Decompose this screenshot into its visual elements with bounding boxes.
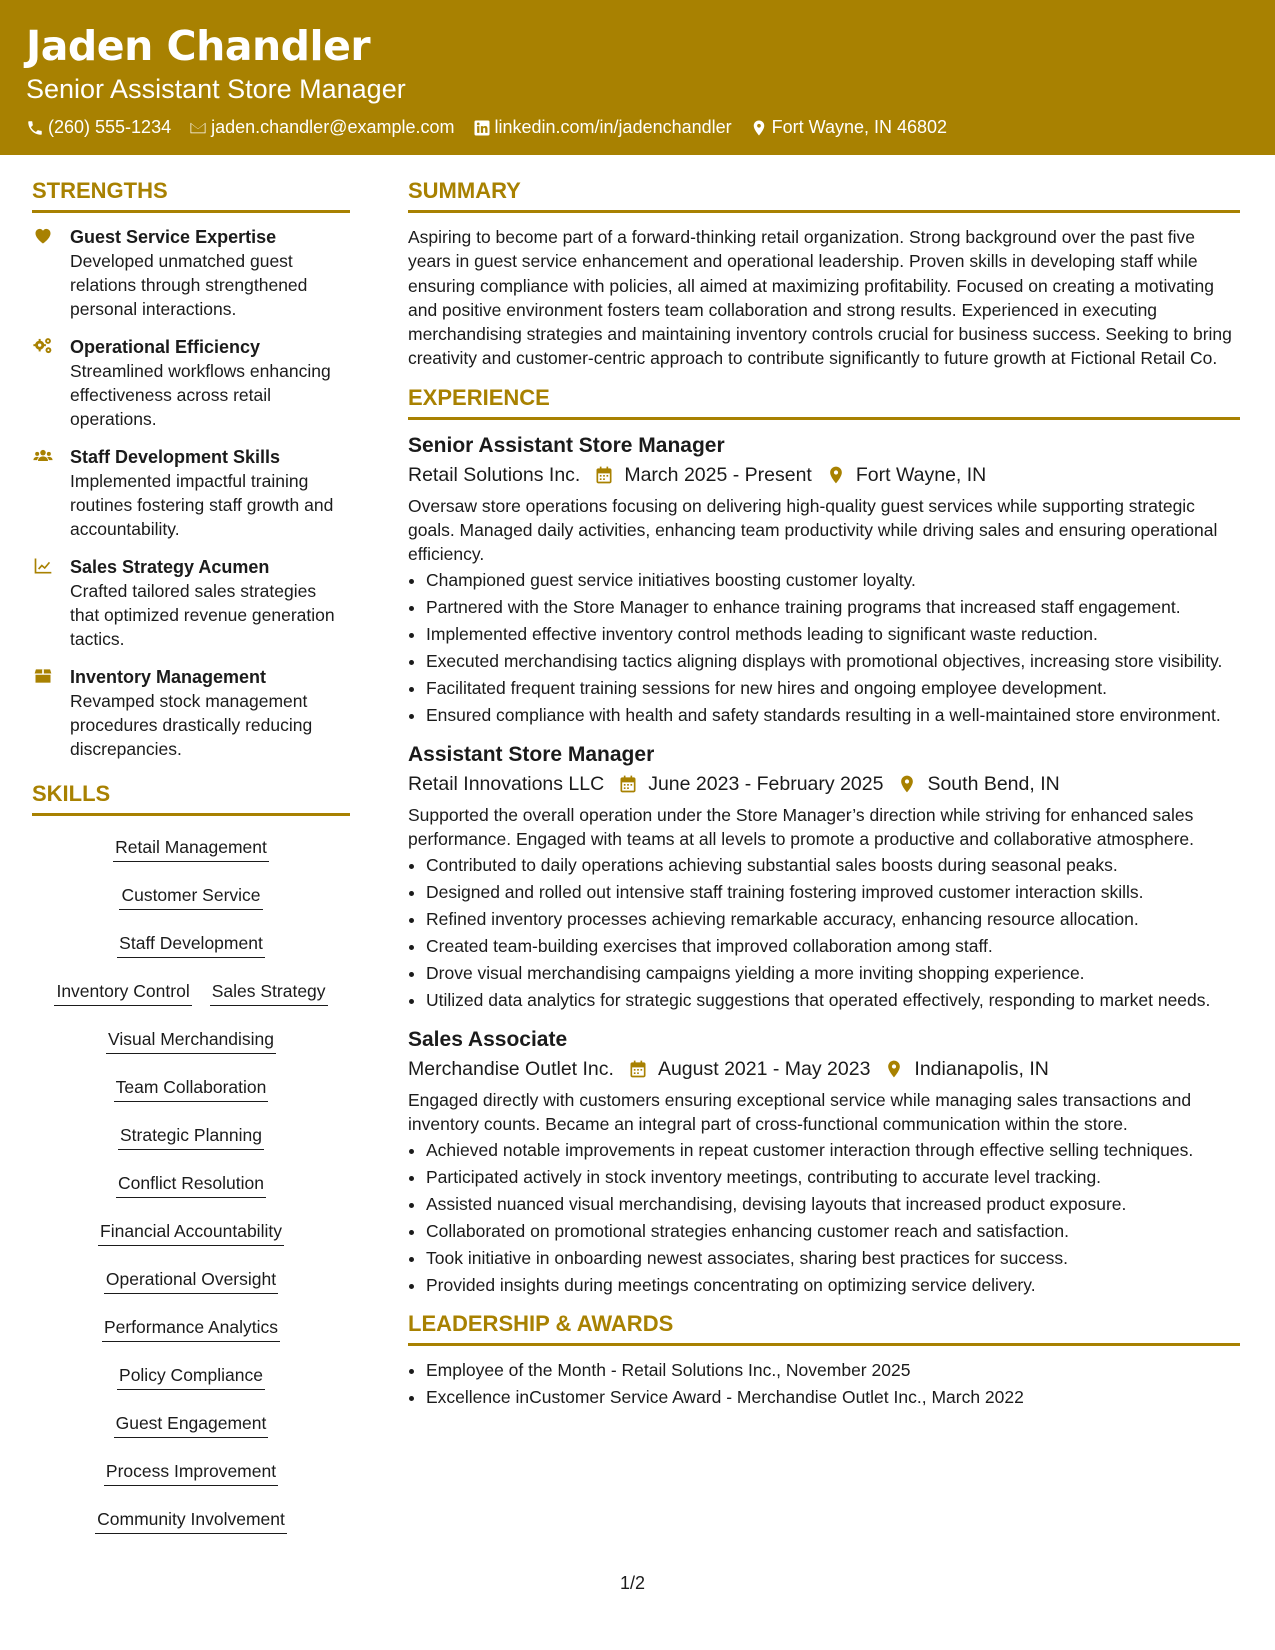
job-company: Retail Innovations LLC <box>408 772 605 795</box>
job-company: Retail Solutions Inc. <box>408 463 581 486</box>
strength-desc: Developed unmatched guest relations through strengthened personal interactions. <box>70 251 308 319</box>
skill-tag: Operational Oversight <box>104 1268 278 1294</box>
job-bullets <box>408 853 1240 1012</box>
skill-tag: Performance Analytics <box>102 1316 280 1342</box>
contact-bar <box>26 117 965 138</box>
strength-item <box>32 665 350 761</box>
job-bullets <box>408 568 1240 727</box>
strength-title: Staff Development Skills <box>70 447 281 467</box>
calendar-icon <box>594 465 614 485</box>
bullet-item: • Championed guest service initiatives boosting customer loyalty. <box>426 568 1240 592</box>
bullet-item: • Utilized data analytics for strategic suggestions that operated effectively, responding to market needs. <box>426 988 1240 1012</box>
job-dates: June 2023 - February 2025 <box>648 772 884 795</box>
gears-icon <box>32 336 54 356</box>
experience-heading: EXPERIENCE <box>408 385 1240 420</box>
bullet-item: • Partnered with the Store Manager to enhance training programs that increased staff engagement. <box>426 595 1240 619</box>
strength-desc: Crafted tailored sales strategies that optimized revenue generation tactics. <box>70 581 335 649</box>
skill-tag: Visual Merchandising <box>106 1028 276 1054</box>
candidate-name: Jaden Chandler <box>26 22 371 70</box>
job-description: Engaged directly with customers ensuring exceptional service while managing sales transactions and inventory counts. Became an integral part of cross-functional communication within the store. <box>408 1089 1192 1134</box>
bullet-item: • Provided insights during meetings concentrating on optimizing service delivery. <box>426 1273 1240 1297</box>
summary-text: Aspiring to become part of a forward-thinking retail organization. Strong background over the past five years in guest service enhancement and operational leadership. Proven skills in developing staff while ensuring compliance with policies, all aimed at maximizing profitability. Focused on creating a motivating and positive environment fosters team collaboration and strong results. Experienced in executing merchandising strategies and maintaining inventory controls crucial for business success. Seeking to bring creativity and customer-centric approach to contribute significantly to future growth at Fictional Retail Co. <box>408 227 1232 369</box>
map-pin-icon <box>884 1059 904 1079</box>
strength-desc: Implemented impactful training routines fostering staff growth and accountability. <box>70 471 334 539</box>
contact-email[interactable] <box>189 117 454 138</box>
job-location: Fort Wayne, IN <box>855 463 987 486</box>
linkedin-icon <box>473 119 491 137</box>
skill-tag: Guest Engagement <box>114 1412 269 1438</box>
strength-desc: Revamped stock management procedures drastically reducing discrepancies. <box>70 691 313 759</box>
heart-icon <box>32 226 54 246</box>
job-entry <box>408 1026 1240 1297</box>
left-column <box>32 178 350 1550</box>
skills-list <box>32 828 350 1550</box>
users-icon <box>32 446 54 466</box>
strength-desc: Streamlined workflows enhancing effectiveness across retail operations. <box>70 361 331 429</box>
box-icon <box>32 666 54 686</box>
bullet-item: • Executed merchandising tactics aligning displays with promotional objectives, increasing store visibility. <box>426 649 1240 673</box>
award-item: • Excellence inCustomer Service Award - Merchandise Outlet Inc., March 2022 <box>426 1385 1240 1409</box>
linkedin-text[interactable]: linkedin.com/in/jadenchandler <box>494 117 732 137</box>
job-title: Assistant Store Manager <box>408 742 655 766</box>
location-text: Fort Wayne, IN 46802 <box>771 117 948 137</box>
skill-tag: Sales Strategy <box>210 980 328 1006</box>
phone-icon <box>26 119 44 137</box>
skill-tag: Policy Compliance <box>117 1364 265 1390</box>
bullet-item: • Assisted nuanced visual merchandising, devising layouts that increased product exposure. <box>426 1192 1240 1216</box>
calendar-icon <box>628 1059 648 1079</box>
job-dates: August 2021 - May 2023 <box>657 1057 871 1080</box>
job-bullets <box>408 1138 1240 1297</box>
bullet-item: • Refined inventory processes achieving remarkable accuracy, enhancing resource allocation. <box>426 907 1240 931</box>
contact-location <box>750 117 947 138</box>
skill-tag: Retail Management <box>113 836 269 862</box>
skill-tag: Community Involvement <box>95 1508 287 1534</box>
summary-heading: SUMMARY <box>408 178 1240 213</box>
skill-tag: Team Collaboration <box>114 1076 269 1102</box>
bullet-item: • Designed and rolled out intensive staff training fostering improved customer interaction skills. <box>426 880 1240 904</box>
job-meta <box>408 769 1240 799</box>
bullet-item: • Participated actively in stock inventory meetings, contributing to accurate level tracking. <box>426 1165 1240 1189</box>
strength-title: Inventory Management <box>70 667 267 687</box>
strength-item <box>32 445 350 541</box>
bullet-item: • Took initiative in onboarding newest associates, sharing best practices for success. <box>426 1246 1240 1270</box>
map-pin-icon <box>826 465 846 485</box>
bullet-item: • Facilitated frequent training sessions for new hires and ongoing employee development. <box>426 676 1240 700</box>
skill-tag: Financial Accountability <box>98 1220 284 1246</box>
contact-phone <box>26 117 171 138</box>
awards-list <box>408 1358 1240 1409</box>
awards-heading: LEADERSHIP & AWARDS <box>408 1311 1240 1346</box>
bullet-item: • Achieved notable improvements in repeat customer interaction through effective selling techniques. <box>426 1138 1240 1162</box>
job-description: Oversaw store operations focusing on delivering high-quality guest services while supporting strategic goals. Managed daily activities, enhancing team productivity while driving sales and ensuring operational efficiency. <box>408 495 1218 564</box>
job-title: Senior Assistant Store Manager <box>408 433 725 457</box>
envelope-icon <box>189 119 207 137</box>
phone-text: (260) 555-1234 <box>48 117 172 137</box>
bullet-item: • Drove visual merchandising campaigns yielding a more inviting shopping experience. <box>426 961 1240 985</box>
job-title: Sales Associate <box>408 1027 568 1051</box>
job-meta <box>408 1054 1240 1084</box>
resume-header <box>0 0 1275 155</box>
job-entry <box>408 741 1240 1012</box>
skill-tag: Conflict Resolution <box>116 1172 266 1198</box>
skill-tag: Process Improvement <box>104 1460 278 1486</box>
job-entry <box>408 432 1240 727</box>
bullet-item: • Ensured compliance with health and safety standards resulting in a well-maintained store environment. <box>426 703 1240 727</box>
bullet-item: • Implemented effective inventory control methods leading to significant waste reduction. <box>426 622 1240 646</box>
bullet-item: • Created team-building exercises that improved collaboration among staff. <box>426 934 1240 958</box>
bullet-item: • Contributed to daily operations achieving substantial sales boosts during seasonal peaks. <box>426 853 1240 877</box>
strength-title: Sales Strategy Acumen <box>70 557 270 577</box>
skill-tag: Customer Service <box>119 884 262 910</box>
page-number: 1/2 <box>620 1573 646 1593</box>
award-item: • Employee of the Month - Retail Solutions Inc., November 2025 <box>426 1358 1240 1382</box>
email-text[interactable]: jaden.chandler@example.com <box>211 117 455 137</box>
strength-item <box>32 555 350 651</box>
job-meta <box>408 460 1240 490</box>
candidate-role: Senior Assistant Store Manager <box>26 74 406 104</box>
skill-tag: Inventory Control <box>54 980 191 1006</box>
job-dates: March 2025 - Present <box>624 463 812 486</box>
job-company: Merchandise Outlet Inc. <box>408 1057 614 1080</box>
bullet-item: • Collaborated on promotional strategies enhancing customer reach and satisfaction. <box>426 1219 1240 1243</box>
job-location: South Bend, IN <box>927 772 1060 795</box>
skill-tag: Staff Development <box>117 932 265 958</box>
right-column <box>408 178 1240 1412</box>
job-location: Indianapolis, IN <box>914 1057 1049 1080</box>
strength-title: Operational Efficiency <box>70 337 261 357</box>
strength-item <box>32 335 350 431</box>
strength-item <box>32 225 350 321</box>
contact-linkedin[interactable] <box>473 117 732 138</box>
skill-tag: Strategic Planning <box>118 1124 264 1150</box>
skills-heading: SKILLS <box>32 781 350 816</box>
map-pin-icon <box>897 774 917 794</box>
strengths-heading: STRENGTHS <box>32 178 350 213</box>
calendar-icon <box>618 774 638 794</box>
job-description: Supported the overall operation under the Store Manager’s direction while striving for enhanced sales performance. Engaged with teams at all levels to promote a productive and collaborative atmosphere. <box>408 804 1194 849</box>
line-chart-icon <box>32 556 54 576</box>
strength-title: Guest Service Expertise <box>70 227 277 247</box>
map-pin-icon <box>750 119 768 137</box>
